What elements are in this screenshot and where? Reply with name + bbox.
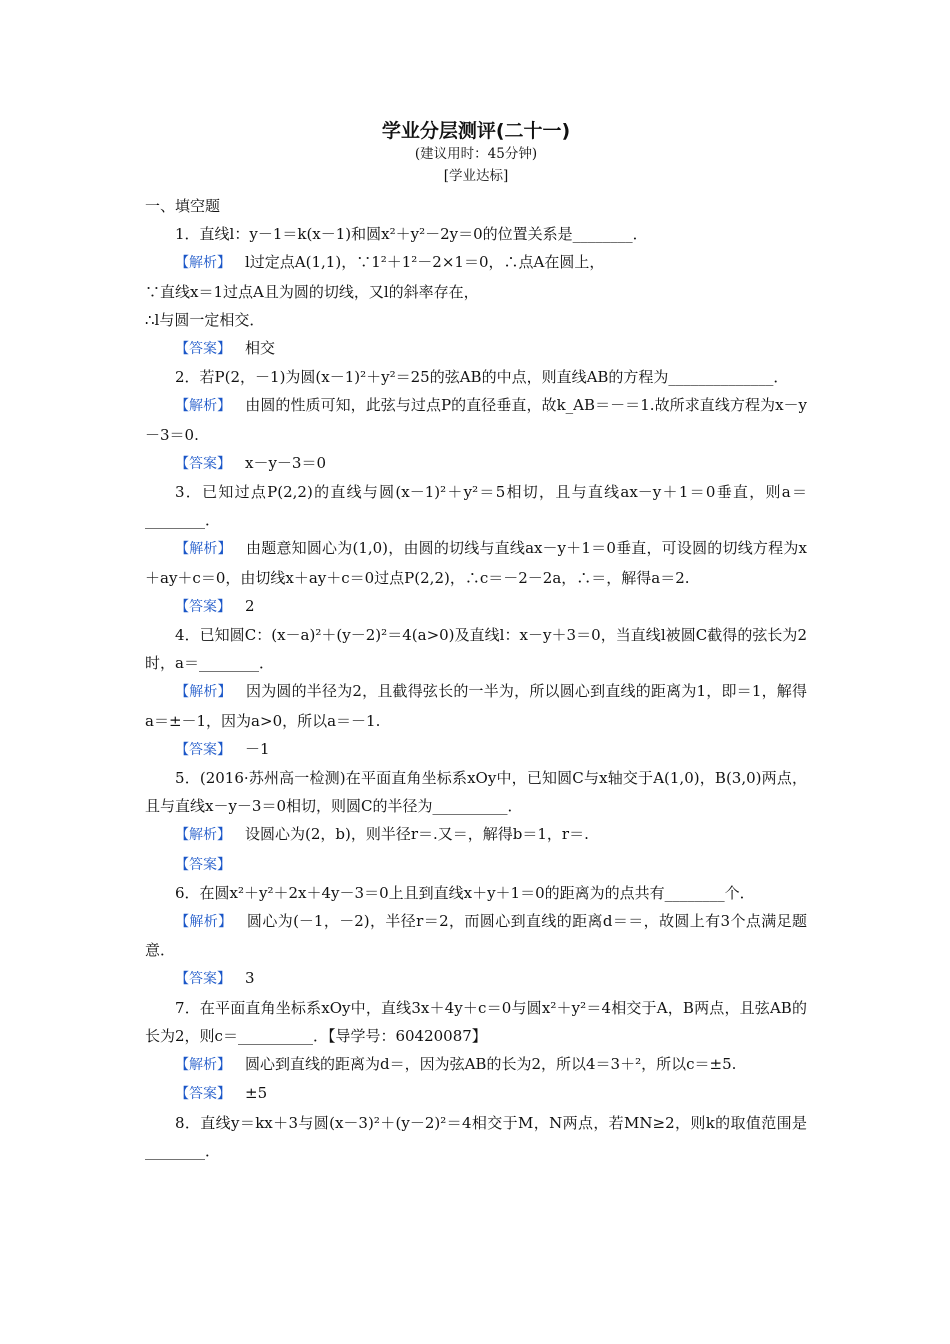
question-4: 4．已知圆C：(x－a)²＋(y－2)²＝4(a>0)及直线l：x－y＋3＝0，当直线l被圆C截得的弦长为2时，a＝________． [145, 626, 807, 673]
analysis-tag: 【解析】 [175, 684, 232, 701]
answer-tag: 【答案】 [175, 455, 231, 472]
time-note: (建议用时：45分钟) [414, 146, 538, 162]
analysis-tag: 【解析】 [175, 255, 231, 272]
analysis-4-text: 因为圆的半径为2，且截得弦长的一半为，所以圆心到直线的距离为1，即＝1，解得a＝±－1，因为a>0，所以a＝－1. [145, 682, 807, 730]
analysis-tag: 【解析】 [175, 827, 231, 844]
question-1: 1．直线l：y－1＝k(x－1)和圆x²＋y²－2y＝0的位置关系是________． [175, 225, 648, 244]
answer-2-text: x－y－3＝0 [245, 453, 327, 472]
analysis-1-text: l过定点A(1,1)，∵1²＋1²－2×1＝0，∴点A在圆上， [245, 253, 605, 272]
analysis-tag: 【解析】 [175, 1057, 231, 1074]
answer-2 [145, 449, 807, 478]
analysis-6-text: 圆心为(－1，－2)，半径r＝2，而圆心到直线的距离d＝＝，故圆上有3个点满足题意． [145, 912, 808, 960]
analysis-tag: 【解析】 [175, 541, 232, 558]
answer-tag: 【答案】 [175, 971, 231, 988]
analysis-2-text: 由圆的性质可知，此弦与过点P的直径垂直，故k_AB＝－＝1.故所求直线方程为x－y－3＝0. [145, 396, 807, 444]
answer-7-text: ±5 [245, 1084, 268, 1103]
question-2: 2．若P(2，－1)为圆(x－1)²＋y²＝25的弦AB的中点，则直线AB的方程为______________． [175, 368, 789, 387]
analysis-3 [145, 534, 807, 591]
answer-tag: 【答案】 [175, 856, 231, 873]
answer-3-text: 2 [245, 596, 255, 615]
analysis-7-text: 圆心到直线的距离为d＝，因为弦AB的长为2，所以4＝3＋²，所以c＝±5. [245, 1055, 737, 1074]
answer-4 [145, 735, 807, 764]
question-5: 5．(2016·苏州高一检测)在平面直角坐标系xOy中，已知圆C与x轴交于A(1,0)，B(3,0)两点，且与直线x－y－3＝0相切，则圆C的半径为__________． [145, 769, 807, 816]
analysis-6 [145, 907, 807, 964]
answer-6-text: 3 [245, 969, 255, 988]
answer-1 [145, 334, 807, 363]
analysis-4 [145, 677, 807, 734]
analysis-5 [145, 820, 807, 849]
answer-tag: 【答案】 [175, 341, 231, 358]
analysis-2 [145, 391, 807, 448]
answer-4-text: －1 [245, 739, 270, 758]
level-label: [学业达标] [443, 168, 509, 184]
analysis-3-text: 由题意知圆心为(1,0)，由圆的切线与直线ax－y＋1＝0垂直，可设圆的切线方程为x＋ay＋c＝0，由切线x＋ay＋c＝0过点P(2,2)，∴c＝－2－2a，∴＝，解得a＝2. [145, 539, 807, 587]
answer-tag: 【答案】 [175, 1086, 231, 1103]
question-3: 3．已知过点P(2,2)的直线与圆(x－1)²＋y²＝5相切，且与直线ax－y＋1＝0垂直，则a＝________． [145, 483, 807, 530]
question-7: 7．在平面直角坐标系xOy中，直线3x＋4y＋c＝0与圆x²＋y²＝4相交于A，B两点，且弦AB的长为2，则c＝__________．【导学号：60420087】 [145, 998, 807, 1045]
analysis-1-line2: ∵直线x＝1过点A且为圆的切线，又l的斜率存在， [145, 282, 479, 301]
analysis-1 [145, 248, 807, 277]
answer-1-text: 相交 [245, 339, 276, 358]
page-title: 学业分层测评(二十一) [381, 120, 571, 142]
section-heading: 一、填空题 [145, 197, 221, 215]
analysis-tag: 【解析】 [175, 914, 233, 931]
answer-3 [145, 592, 807, 621]
answer-7 [145, 1079, 807, 1108]
analysis-tag: 【解析】 [175, 398, 232, 415]
answer-6 [145, 964, 807, 993]
analysis-5-text: 设圆心为(2，b)，则半径r＝.又＝，解得b＝1，r＝. [245, 825, 589, 844]
answer-tag: 【答案】 [175, 598, 231, 615]
document-page [145, 118, 807, 1165]
question-8: 8．直线y＝kx＋3与圆(x－3)²＋(y－2)²＝4相交于M，N两点，若MN≥2，则k的取值范围是________． [145, 1113, 807, 1160]
answer-5 [145, 850, 807, 879]
answer-tag: 【答案】 [175, 741, 231, 758]
analysis-1-line3: ∴l与圆一定相交． [145, 310, 265, 329]
analysis-7 [145, 1050, 807, 1079]
question-6: 6．在圆x²＋y²＋2x＋4y－3＝0上且到直线x＋y＋1＝0的距离为的点共有________个． [175, 883, 755, 902]
